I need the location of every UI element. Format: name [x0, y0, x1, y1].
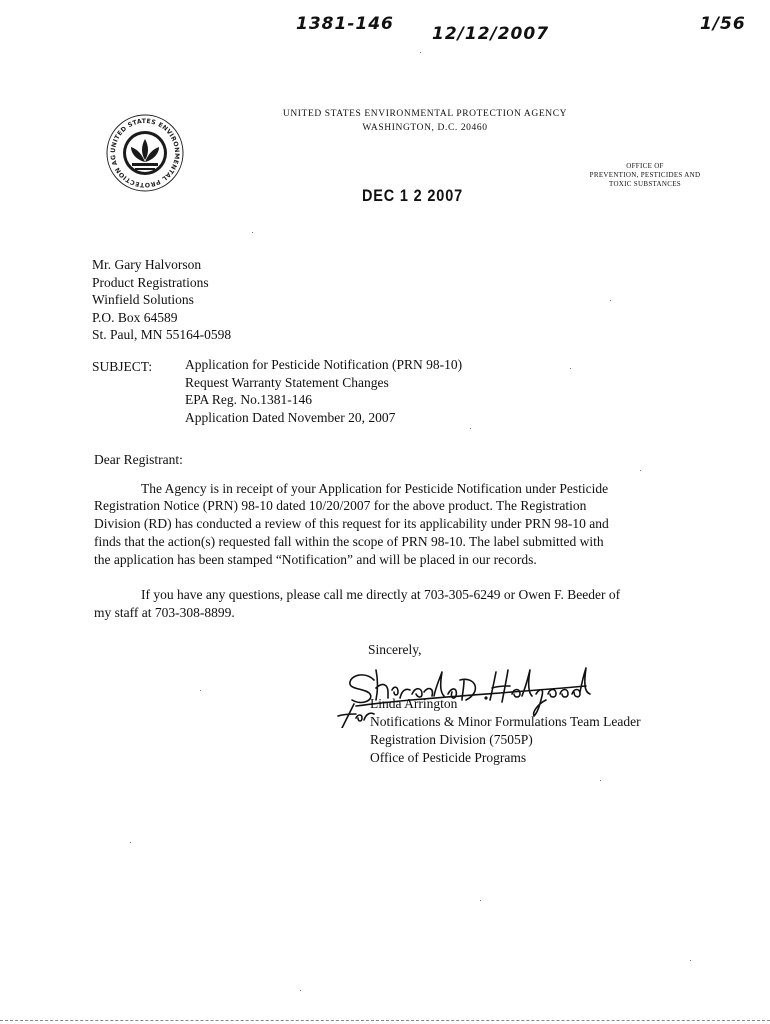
epa-seal-icon — [104, 112, 186, 194]
scan-edge-divider — [0, 1020, 770, 1021]
scan-speck — [470, 428, 471, 429]
paragraph-2-line: If you have any questions, please call me directly at 703-305-6249 or Owen F. Beeder of — [141, 587, 621, 602]
office-line: OFFICE OF — [626, 162, 664, 170]
signer-name: Linda Arrington — [370, 696, 458, 711]
salutation: Dear Registrant: — [94, 452, 183, 467]
subject-line: Application Dated November 20, 2007 — [185, 409, 396, 425]
paragraph-1-line: the application has been stamped “Notification” and will be placed in our records. — [94, 552, 537, 567]
paragraph-1-line: Registration Notice (PRN) 98-10 dated 10/20/2007 for the above product. The Registration — [94, 498, 587, 513]
office-block — [560, 162, 730, 189]
signer-office: Office of Pesticide Programs — [370, 750, 527, 765]
scan-speck — [690, 960, 691, 961]
agency-location: WASHINGTON, D.C. 20460 — [362, 123, 488, 133]
closing: Sincerely, — [368, 642, 422, 657]
address-line: St. Paul, MN 55164-0598 — [92, 327, 232, 342]
date-stamp: DEC 1 2 2007 — [362, 186, 463, 205]
scan-speck — [300, 990, 301, 991]
epa-seal-logo — [104, 112, 186, 194]
address-line: Mr. Gary Halvorson — [92, 257, 202, 272]
handwritten-reg-number: 1381-146 — [296, 14, 394, 34]
seal-ring-text: UNITED STATES ENVIRONMENTAL PROTECTION AG — [109, 117, 181, 189]
paragraph-1-line: finds that the action(s) requested fall within the scope of PRN 98-10. The label submitted with — [94, 534, 604, 549]
scan-speck — [600, 780, 601, 781]
subject-line: Application for Pesticide Notification (PRN 98-10) — [185, 357, 463, 372]
office-line: TOXIC SUBSTANCES — [609, 180, 681, 188]
scan-speck — [480, 900, 481, 901]
scan-speck — [610, 300, 611, 301]
subject-line: EPA Reg. No.1381-146 — [185, 392, 313, 407]
address-line: P.O. Box 64589 — [92, 309, 178, 325]
signer-title: Notifications & Minor Formulations Team Leader — [370, 714, 641, 729]
paragraph-2-line: my staff at 703-308-8899. — [94, 605, 235, 620]
signer-division: Registration Division (7505P) — [370, 732, 533, 747]
subject-label: SUBJECT: — [92, 359, 153, 374]
subject-block — [185, 356, 462, 426]
scan-speck — [130, 842, 131, 843]
agency-name: UNITED STATES ENVIRONMENTAL PROTECTION AGENCY — [282, 109, 568, 119]
address-line: Winfield Solutions — [92, 292, 194, 307]
subject-line: Request Warranty Statement Changes — [185, 374, 389, 390]
scan-speck — [640, 470, 641, 471]
paragraph-1-line: Division (RD) has conducted a review of this request for its applicability under PRN 98-10 and — [94, 516, 609, 531]
scan-speck — [570, 368, 571, 369]
scan-speck — [200, 690, 201, 691]
paragraph-1-line: The Agency is in receipt of your Application for Pesticide Notification under Pesticide — [141, 481, 609, 496]
handwritten-date: 12/12/2007 — [432, 24, 550, 44]
scan-speck — [252, 232, 253, 233]
handwritten-page-count: 1/56 — [700, 14, 746, 34]
office-line: PREVENTION, PESTICIDES AND — [589, 171, 701, 179]
signature-block — [370, 695, 641, 767]
recipient-address — [92, 256, 231, 344]
address-line: Product Registrations — [92, 274, 209, 290]
scan-speck — [420, 52, 421, 53]
